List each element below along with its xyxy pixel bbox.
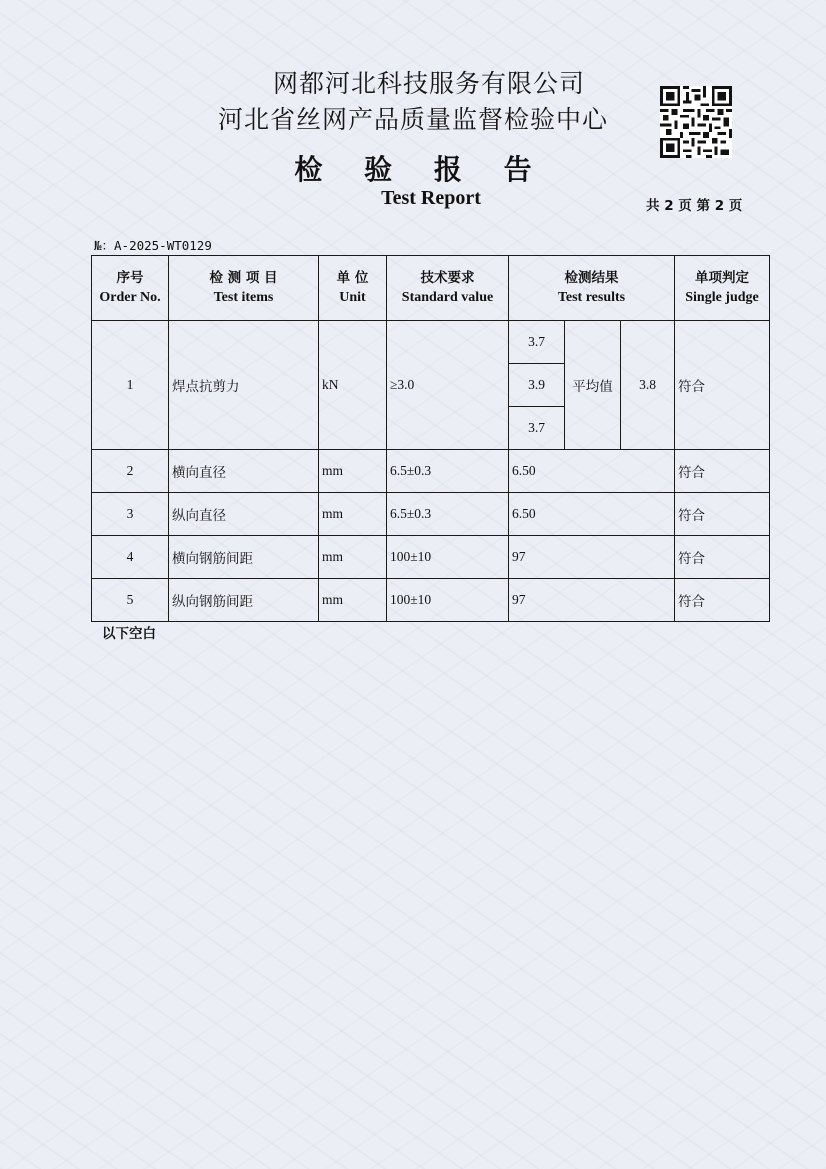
test-results-table <box>91 255 770 622</box>
row-no: 2 <box>92 450 169 493</box>
page-info: 共 2 页 第 2 页 <box>646 198 743 214</box>
row-no: 3 <box>92 493 169 536</box>
table-row <box>92 321 770 364</box>
row1-judge: 符合 <box>675 321 770 450</box>
row-result: 97 <box>509 536 675 579</box>
header-standard-value: 技术要求 Standard value <box>387 256 509 321</box>
row-standard: 100±10 <box>387 579 509 622</box>
table-row <box>92 579 770 622</box>
row-item: 横向直径 <box>169 450 319 493</box>
table-row <box>92 450 770 493</box>
row-item: 纵向钢筋间距 <box>169 579 319 622</box>
document-title: 检 验 报 告 <box>294 153 548 186</box>
row1-item: 焊点抗剪力 <box>169 321 319 450</box>
row-result: 6.50 <box>509 450 675 493</box>
row1-standard: ≥3.0 <box>387 321 509 450</box>
table-header-row <box>92 256 770 321</box>
row-unit: mm <box>319 493 387 536</box>
row-unit: mm <box>319 450 387 493</box>
row1-unit: kN <box>319 321 387 450</box>
table-row <box>92 493 770 536</box>
row-unit: mm <box>319 579 387 622</box>
row1-result-2: 3.9 <box>509 364 565 407</box>
report-number: №：A-2025-WT0129 <box>94 238 212 253</box>
row-result: 97 <box>509 579 675 622</box>
row-standard: 6.5±0.3 <box>387 493 509 536</box>
table-row <box>92 536 770 579</box>
row-result: 6.50 <box>509 493 675 536</box>
document-title-en: Test Report <box>381 187 481 209</box>
row-judge: 符合 <box>675 450 770 493</box>
row-item: 纵向直径 <box>169 493 319 536</box>
qr-code-icon <box>660 86 732 158</box>
row-no: 4 <box>92 536 169 579</box>
row1-avg-value: 3.8 <box>621 321 675 450</box>
header-test-items: 检 测 项 目 Test items <box>169 256 319 321</box>
header-order-no: 序号 Order No. <box>92 256 169 321</box>
row-item: 横向钢筋间距 <box>169 536 319 579</box>
row1-avg-label: 平均值 <box>565 321 621 450</box>
row1-result-3: 3.7 <box>509 407 565 450</box>
header-test-results: 检测结果 Test results <box>509 256 675 321</box>
blank-below-note: 以下空白 <box>102 626 156 642</box>
row-standard: 6.5±0.3 <box>387 450 509 493</box>
row1-no: 1 <box>92 321 169 450</box>
row-unit: mm <box>319 536 387 579</box>
center-name: 河北省丝网产品质量监督检验中心 <box>217 105 608 134</box>
row-standard: 100±10 <box>387 536 509 579</box>
row-judge: 符合 <box>675 536 770 579</box>
row-judge: 符合 <box>675 493 770 536</box>
header-unit: 单 位 Unit <box>319 256 387 321</box>
row-no: 5 <box>92 579 169 622</box>
company-name: 网都河北科技服务有限公司 <box>272 69 585 98</box>
row-judge: 符合 <box>675 579 770 622</box>
header-single-judge: 单项判定 Single judge <box>675 256 770 321</box>
row1-result-1: 3.7 <box>509 321 565 364</box>
